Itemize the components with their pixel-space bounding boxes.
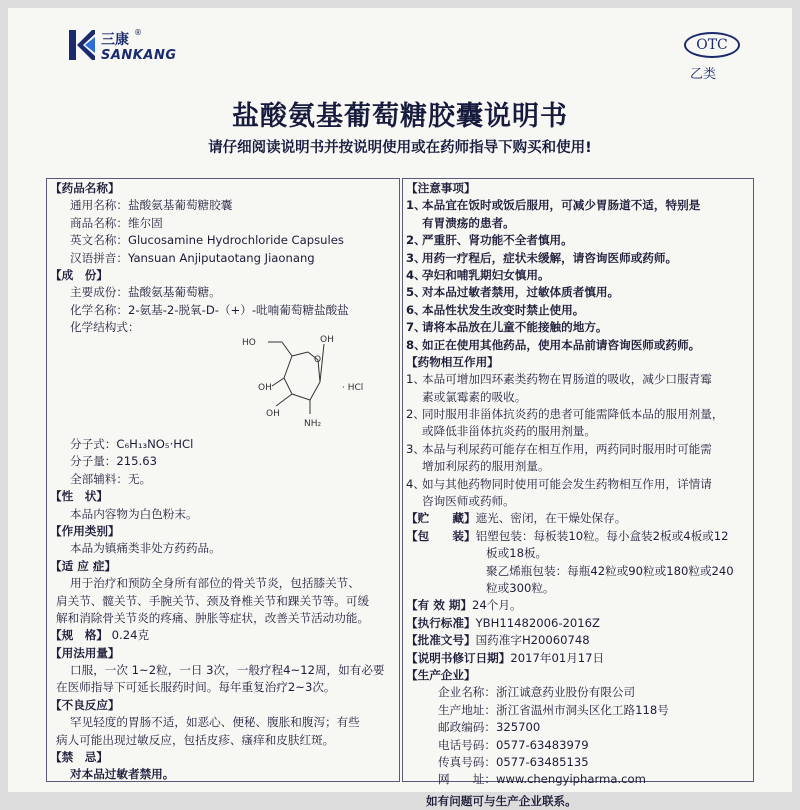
interaction-1-num: 1、 bbox=[406, 372, 425, 387]
section-heading-package: 【包 装】 bbox=[406, 528, 476, 543]
contact-note: 如有问题可与生产企业联系。 bbox=[426, 793, 577, 808]
interaction-1-line-2: 素或氯霉素的吸收。 bbox=[422, 389, 527, 404]
precaution-4: 孕妇和哺乳期妇女慎用。 bbox=[422, 267, 550, 282]
dosage-line-2: 在医师指导下可延长服药时间。每年重复治疗2~3次。 bbox=[56, 680, 336, 695]
storage-text: 遮光、密闭，在干燥处保存。 bbox=[475, 511, 627, 526]
interaction-4-line-1: 如与其他药物同时使用可能会发生药物相互作用，详情请 bbox=[422, 476, 712, 491]
fax-number: 传真号码：0577-63485135 bbox=[438, 754, 589, 769]
manufacturer-name: 企业名称：浙江诚意药业股份有限公司 bbox=[438, 685, 636, 700]
interaction-2-line-1: 同时服用非甾体抗炎药的患者可能需降低本品的服用剂量， bbox=[422, 407, 724, 422]
section-heading-category: 【作用类别】 bbox=[50, 523, 120, 538]
section-heading-standard: 【执行标准】 bbox=[406, 615, 476, 630]
section-heading-dosage: 【用法用量】 bbox=[50, 645, 120, 660]
precaution-8-num: 8、 bbox=[406, 337, 426, 352]
precaution-1-num: 1、 bbox=[406, 198, 426, 213]
section-heading-contraindications: 【禁 忌】 bbox=[50, 750, 108, 765]
right-column bbox=[406, 180, 734, 810]
indications-line-3: 解和消除骨关节炎的疼痛、肿胀等症状，改善关节活动功能。 bbox=[56, 610, 370, 625]
section-heading-approval: 【批准文号】 bbox=[406, 633, 476, 648]
indications-line-1: 用于治疗和预防全身所有部位的骨关节炎，包括膝关节、 bbox=[70, 576, 360, 591]
section-heading-name: 【药品名称】 bbox=[50, 181, 120, 195]
otc-badge: OTC bbox=[684, 32, 740, 58]
chemical-structure-diagram bbox=[230, 328, 390, 432]
spec-text: 0.24克 bbox=[111, 628, 150, 643]
precaution-4-num: 4、 bbox=[406, 267, 426, 282]
interaction-3-num: 3、 bbox=[406, 441, 425, 456]
category-text: 本品为镇痛类非处方药药品。 bbox=[70, 541, 221, 556]
adverse-line-2: 病人可能出现过敏反应，包括皮疹、瘙痒和皮肤红斑。 bbox=[56, 732, 335, 747]
approval-text: 国药准字H20060748 bbox=[475, 633, 590, 648]
brand-logo bbox=[68, 28, 178, 68]
precaution-7: 请将本品放在儿童不能接触的地方。 bbox=[422, 320, 608, 335]
precaution-2-num: 2、 bbox=[406, 233, 426, 248]
section-heading-spec: 【规 格】 bbox=[50, 628, 108, 643]
interaction-2-num: 2、 bbox=[406, 407, 425, 422]
interaction-4-num: 4、 bbox=[406, 476, 425, 491]
molecular-formula: 分子式：C₆H₁₃NO₅·HCl bbox=[70, 437, 194, 451]
section-heading-composition: 【成 份】 bbox=[50, 267, 108, 282]
interaction-3-line-1: 本品与利尿药可能存在相互作用，两药同时服用时可能需 bbox=[422, 441, 712, 456]
section-heading-validity: 【有 效 期】 bbox=[406, 598, 473, 613]
interaction-2-line-2: 或降低非甾体抗炎药的服用剂量。 bbox=[422, 424, 596, 439]
hydroxyl-label-2: OH bbox=[320, 335, 334, 345]
page-title: 盐酸氨基葡萄糖胶囊说明书 bbox=[232, 101, 568, 132]
package-line-3: 聚乙烯瓶包装：每瓶42粒或90粒或180粒或240 bbox=[486, 563, 734, 578]
hcl-label: · HCl bbox=[342, 383, 364, 393]
website: 网 址：www.chengyipharma.com bbox=[438, 772, 646, 787]
interaction-4-line-2: 咨询医师或药师。 bbox=[422, 494, 515, 509]
precaution-1-line-1: 本品宜在饭时或饭后服用，可减少胃肠道不适，特别是 bbox=[422, 198, 701, 213]
section-heading-interactions: 【药物相互作用】 bbox=[406, 354, 499, 369]
chemical-name: 化学名称：2-氨基-2-脱氧-D-（+）-吡喃葡萄糖盐酸盐 bbox=[70, 302, 349, 317]
phone-number: 电话号码：0577-63483979 bbox=[438, 737, 589, 752]
generic-name: 通用名称：盐酸氨基葡萄糖胶囊 bbox=[70, 198, 233, 213]
precaution-2: 严重肝、肾功能不全者慎用。 bbox=[422, 233, 573, 248]
leaflet-page bbox=[8, 8, 792, 808]
precaution-6-num: 6、 bbox=[406, 302, 426, 317]
interaction-3-line-2: 增加利尿药的服用剂量。 bbox=[422, 459, 550, 474]
precaution-3-num: 3、 bbox=[406, 250, 426, 265]
package-line-2: 板或18板。 bbox=[486, 546, 548, 561]
otc-class-label: 乙类 bbox=[690, 67, 717, 82]
postal-code: 邮政编码：325700 bbox=[438, 720, 541, 735]
precaution-8: 如正在使用其他药品，使用本品前请咨询医师或药师。 bbox=[422, 337, 701, 352]
trade-name: 商品名称：维尔固 bbox=[70, 215, 163, 230]
amine-label: NH₂ bbox=[304, 419, 322, 429]
ring-oxygen-label: O bbox=[314, 355, 322, 365]
left-column-lower bbox=[50, 436, 385, 784]
section-heading-adverse: 【不良反应】 bbox=[50, 697, 120, 712]
english-name: 英文名称：Glucosamine Hydrochloride Capsules bbox=[70, 233, 344, 248]
precaution-3: 用药一疗程后，症状未缓解，请咨询医师或药师。 bbox=[422, 250, 678, 265]
interaction-1-line-1: 本品可增加四环素类药物在胃肠道的吸收，减少口服青霉 bbox=[422, 372, 712, 387]
section-heading-precautions: 【注意事项】 bbox=[406, 181, 476, 195]
sankang-logo-icon bbox=[68, 28, 96, 62]
hydroxyl-label-3: OH bbox=[258, 383, 272, 393]
molecular-weight: 分子量：215.63 bbox=[70, 454, 157, 469]
precaution-5: 对本品过敏者禁用，过敏体质者慎用。 bbox=[422, 285, 620, 300]
main-ingredient: 主要成份：盐酸氨基葡萄糖。 bbox=[70, 285, 221, 300]
section-heading-indications: 【适 应 症】 bbox=[50, 558, 117, 573]
hydroxyl-label-4: OH bbox=[266, 409, 280, 419]
package-line-4: 粒或300粒。 bbox=[486, 580, 555, 595]
package-line-1: 铝塑包装：每板装10粒。每小盒装2板或4板或12 bbox=[475, 528, 729, 543]
section-heading-manufacturer: 【生产企业】 bbox=[406, 667, 476, 682]
standard-text: YBH11482006-2016Z bbox=[475, 615, 600, 630]
brand-name-cn: 三康 bbox=[101, 32, 129, 48]
registered-mark: ® bbox=[134, 28, 142, 37]
section-heading-properties: 【性 状】 bbox=[50, 489, 108, 504]
revision-text: 2017年01月17日 bbox=[510, 650, 605, 665]
properties-text: 本品内容物为白色粉末。 bbox=[70, 506, 198, 521]
precaution-1-line-2: 有胃溃疡的患者。 bbox=[422, 215, 515, 230]
section-heading-revision: 【说明书修订日期】 bbox=[406, 650, 511, 665]
manufacturer-address: 生产地址：浙江省温州市洞头区化工路118号 bbox=[438, 702, 669, 717]
contraindications-text: 对本品过敏者禁用。 bbox=[70, 767, 175, 782]
left-column bbox=[50, 180, 349, 337]
precaution-7-num: 7、 bbox=[406, 320, 426, 335]
pinyin-name: 汉语拼音：Yansuan Anjiputaotang Jiaonang bbox=[70, 250, 315, 265]
dosage-line-1: 口服，一次 1~2粒，一日 3次，一般疗程4~12周，如有必要 bbox=[70, 663, 385, 678]
precaution-5-num: 5、 bbox=[406, 285, 426, 300]
validity-text: 24个月。 bbox=[472, 598, 522, 613]
adverse-line-1: 罕见轻度的胃肠不适，如恶心、便秘、腹胀和腹泻；有些 bbox=[70, 715, 360, 730]
indications-line-2: 肩关节、髋关节、手腕关节、颈及脊椎关节和踝关节等。可缓 bbox=[56, 593, 370, 608]
hydroxyl-label-1: HO bbox=[242, 338, 256, 348]
brand-name-en: SANKANG bbox=[101, 48, 177, 63]
excipients: 全部辅料：无。 bbox=[70, 471, 152, 486]
precaution-6: 本品性状发生改变时禁止使用。 bbox=[422, 302, 585, 317]
page-subtitle: 请仔细阅读说明书并按说明使用或在药师指导下购买和使用! bbox=[208, 140, 592, 156]
structure-label: 化学结构式： bbox=[70, 320, 140, 335]
section-heading-storage: 【贮 藏】 bbox=[406, 511, 476, 526]
